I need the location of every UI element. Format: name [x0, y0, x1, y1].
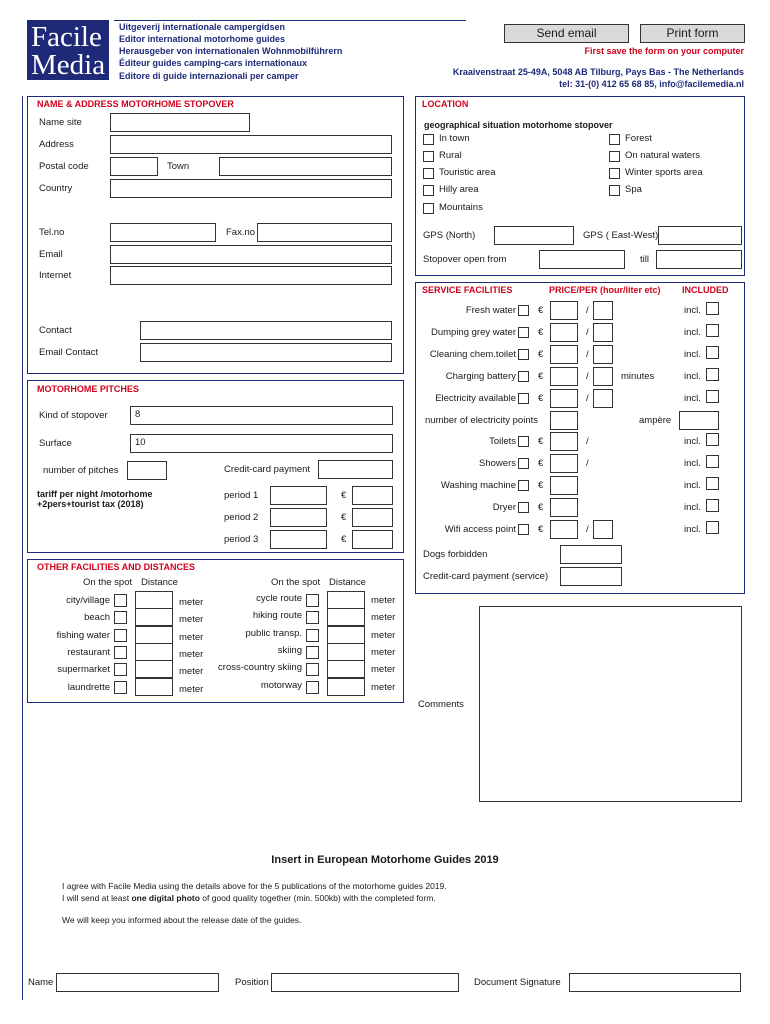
included-checkbox[interactable]	[706, 499, 719, 512]
kind-field[interactable]: 8	[130, 406, 393, 425]
euro-label: €	[341, 534, 347, 545]
footer-title: Insert in European Motorhome Guides 2019	[271, 854, 499, 866]
distance-field[interactable]	[135, 626, 173, 644]
facility-label: city/village	[66, 595, 110, 606]
gps-east-label: GPS ( East-West)	[583, 230, 659, 241]
facility-label: restaurant	[67, 647, 110, 658]
on-spot-checkbox[interactable]	[114, 646, 127, 659]
gps-east-field[interactable]	[658, 226, 742, 245]
electricity-points-field[interactable]	[550, 411, 578, 430]
open-till-label: till	[640, 254, 649, 265]
natural-waters-label: On natural waters	[625, 150, 700, 161]
meter-label: meter	[179, 684, 204, 695]
included-checkbox[interactable]	[706, 455, 719, 468]
surface-field[interactable]: 10	[130, 434, 393, 453]
meter-label: meter	[371, 664, 396, 675]
ampere-label: ampère	[639, 415, 672, 426]
distance-header: Distance	[141, 577, 178, 588]
on-spot-checkbox[interactable]	[306, 611, 319, 624]
euro-label: €	[538, 436, 544, 447]
service-credit-card-label: Credit-card payment (service)	[423, 571, 549, 582]
incl-label: incl.	[684, 524, 701, 535]
meter-label: meter	[179, 649, 204, 660]
electricity-points-label: number of electricity points	[425, 415, 538, 426]
service-price-field[interactable]	[550, 323, 578, 342]
minutes-label: minutes	[621, 371, 655, 382]
distance-field[interactable]	[327, 678, 365, 696]
gps-north-label: GPS (North)	[423, 230, 476, 241]
facility-label: public transp.	[245, 628, 302, 639]
pitches-title: MOTORHOME PITCHES	[37, 384, 139, 394]
service-row-label: Fresh water	[465, 305, 516, 316]
facility-label: hiking route	[252, 610, 302, 621]
name-site-field[interactable]	[110, 113, 250, 132]
service-row-label: Dryer	[492, 502, 516, 513]
service-checkbox[interactable]	[518, 458, 529, 469]
included-header: INCLUDED	[682, 285, 729, 295]
meter-label: meter	[179, 597, 204, 608]
incl-label: incl.	[684, 502, 701, 513]
on-spot-checkbox[interactable]	[306, 681, 319, 694]
dogs-label: Dogs forbidden	[423, 549, 488, 560]
service-row-label: Electricity available	[435, 393, 516, 404]
tariff-label: tariff per night /motorhome	[37, 489, 153, 499]
service-row-label: Toilets	[489, 436, 516, 447]
included-checkbox[interactable]	[706, 346, 719, 359]
email-contact-field[interactable]	[140, 343, 392, 362]
country-field[interactable]	[110, 179, 392, 198]
slash-label: /	[586, 371, 589, 382]
price-header: PRICE/PER (hour/liter etc)	[549, 285, 661, 295]
print-form-button[interactable]: Print form	[640, 24, 745, 43]
address-field[interactable]	[110, 135, 392, 154]
period-2-label: period 2	[224, 512, 259, 523]
service-per-field[interactable]	[593, 323, 613, 342]
on-spot-checkbox[interactable]	[114, 663, 127, 676]
service-row-label: Wifi access point	[444, 524, 516, 535]
included-checkbox[interactable]	[706, 433, 719, 446]
send-email-button[interactable]: Send email	[504, 24, 629, 43]
rural-label: Rural	[439, 150, 462, 161]
tel-label: Tel.no	[39, 227, 65, 238]
location-title: LOCATION	[422, 99, 469, 109]
service-price-field[interactable]	[550, 476, 578, 495]
facility-label: cycle route	[256, 593, 302, 604]
facility-label: motorway	[260, 680, 302, 691]
facility-label: laundrette	[67, 682, 110, 693]
save-note: First save the form on your computer	[584, 46, 744, 56]
service-row-label: Cleaning chem.toilet	[429, 349, 516, 360]
service-checkbox[interactable]	[518, 327, 529, 338]
service-row-label: Washing machine	[440, 480, 516, 491]
distance-field[interactable]	[135, 591, 173, 609]
service-checkbox[interactable]	[518, 393, 529, 404]
on-spot-checkbox[interactable]	[306, 646, 319, 659]
hilly-area-checkbox[interactable]	[423, 185, 434, 196]
internet-label: Internet	[39, 270, 72, 281]
incl-label: incl.	[684, 371, 701, 382]
on-spot-checkbox[interactable]	[114, 611, 127, 624]
facility-label: fishing water	[56, 630, 110, 641]
incl-label: incl.	[684, 393, 701, 404]
tel-field[interactable]	[110, 223, 216, 242]
period-3-price-field[interactable]	[352, 530, 393, 549]
incl-label: incl.	[684, 305, 701, 316]
service-price-field[interactable]	[550, 389, 578, 408]
meter-label: meter	[371, 647, 396, 658]
header-line: Éditeur guides camping-cars internationaux	[119, 58, 308, 68]
header-line: Herausgeber von internationalen Wohnmobilführern	[119, 46, 343, 56]
euro-label: €	[538, 524, 544, 535]
contact-field[interactable]	[140, 321, 392, 340]
credit-card-field[interactable]	[318, 460, 393, 479]
name-site-label: Name site	[39, 117, 82, 128]
service-per-field[interactable]	[593, 520, 613, 539]
euro-label: €	[538, 502, 544, 513]
service-per-field[interactable]	[593, 389, 613, 408]
incl-label: incl.	[684, 458, 701, 469]
period-3-label: period 3	[224, 534, 259, 545]
period-1-label: period 1	[224, 490, 259, 501]
euro-label: €	[538, 305, 544, 316]
footer-line-2: I will send at least one digital photo of good quality together (min. 500kb) with the completed form.	[62, 893, 436, 903]
incl-label: incl.	[684, 480, 701, 491]
forest-label: Forest	[625, 133, 652, 144]
slash-label: /	[586, 305, 589, 316]
position-label: Position	[235, 977, 269, 988]
slash-label: /	[586, 436, 589, 447]
service-price-field[interactable]	[550, 498, 578, 517]
town-field[interactable]	[219, 157, 392, 176]
on-spot-checkbox[interactable]	[306, 594, 319, 607]
on-spot-header: On the spot	[271, 577, 321, 588]
distance-field[interactable]	[135, 660, 173, 678]
service-price-field[interactable]	[550, 454, 578, 473]
meter-label: meter	[371, 682, 396, 693]
ampere-field[interactable]	[679, 411, 719, 430]
service-checkbox[interactable]	[518, 524, 529, 535]
fax-label: Fax.no	[226, 227, 256, 238]
service-checkbox[interactable]	[518, 371, 529, 382]
comments-field[interactable]	[479, 606, 742, 802]
service-price-field[interactable]	[550, 367, 578, 386]
mountains-label: Mountains	[439, 202, 483, 213]
surface-label: Surface	[39, 438, 72, 449]
distance-field[interactable]	[327, 591, 365, 609]
included-checkbox[interactable]	[706, 521, 719, 534]
euro-label: €	[341, 490, 347, 501]
name-address-title: NAME & ADDRESS MOTORHOME STOPOVER	[37, 99, 234, 109]
gps-north-field[interactable]	[494, 226, 574, 245]
period-2-price-field[interactable]	[352, 508, 393, 527]
postal-code-field[interactable]	[110, 157, 158, 176]
in-town-checkbox[interactable]	[423, 134, 434, 145]
service-price-field[interactable]	[550, 345, 578, 364]
email-field[interactable]	[110, 245, 392, 264]
footer-line-1: I agree with Facile Media using the details above for the 5 publications of the motorhome guides 2019.	[62, 881, 447, 891]
open-till-field[interactable]	[656, 250, 742, 269]
period-1-price-field[interactable]	[352, 486, 393, 505]
service-credit-card-field[interactable]	[560, 567, 622, 586]
service-checkbox[interactable]	[518, 436, 529, 447]
winter-sports-label: Winter sports area	[625, 167, 703, 178]
touristic-area-checkbox[interactable]	[423, 168, 434, 179]
email-label: Email	[39, 249, 63, 260]
address-label: Address	[39, 139, 74, 150]
euro-label: €	[538, 458, 544, 469]
slash-label: /	[586, 327, 589, 338]
period-3-field[interactable]	[270, 530, 327, 549]
on-spot-checkbox[interactable]	[306, 629, 319, 642]
position-field[interactable]	[271, 973, 459, 992]
service-title: SERVICE FACILITIES	[422, 285, 513, 295]
header-line: Editor international motorhome guides	[119, 34, 286, 44]
pitches-number-label: number of pitches	[43, 465, 119, 476]
mountains-checkbox[interactable]	[423, 203, 434, 214]
hilly-area-label: Hilly area	[439, 184, 479, 195]
on-spot-checkbox[interactable]	[114, 681, 127, 694]
service-per-field[interactable]	[593, 301, 613, 320]
kind-label: Kind of stopover	[39, 410, 108, 421]
header-line: Uitgeverij internationale campergidsen	[119, 22, 286, 32]
on-spot-checkbox[interactable]	[306, 663, 319, 676]
incl-label: incl.	[684, 349, 701, 360]
natural-waters-checkbox[interactable]	[609, 151, 620, 162]
distance-field[interactable]	[327, 660, 365, 678]
meter-label: meter	[179, 614, 204, 625]
slash-label: /	[586, 458, 589, 469]
dogs-field[interactable]	[560, 545, 622, 564]
postal-code-label: Postal code	[39, 161, 89, 172]
service-checkbox[interactable]	[518, 502, 529, 513]
footer-line-3: We will keep you informed about the release date of the guides.	[62, 915, 302, 925]
euro-label: €	[538, 371, 544, 382]
meter-label: meter	[371, 612, 396, 623]
period-2-field[interactable]	[270, 508, 327, 527]
euro-label: €	[341, 512, 347, 523]
meter-label: meter	[179, 666, 204, 677]
distance-field[interactable]	[327, 608, 365, 626]
distance-field[interactable]	[135, 643, 173, 661]
internet-field[interactable]	[110, 266, 392, 285]
facility-label: skiing	[277, 645, 302, 656]
included-checkbox[interactable]	[706, 477, 719, 490]
winter-sports-checkbox[interactable]	[609, 168, 620, 179]
rural-checkbox[interactable]	[423, 151, 434, 162]
spa-checkbox[interactable]	[609, 185, 620, 196]
service-per-field[interactable]	[593, 345, 613, 364]
meter-label: meter	[179, 632, 204, 643]
signer-name-label: Name	[28, 977, 54, 988]
incl-label: incl.	[684, 327, 701, 338]
facility-label: beach	[84, 612, 110, 623]
geo-label: geographical situation motorhome stopover	[424, 120, 613, 130]
on-spot-checkbox[interactable]	[114, 594, 127, 607]
touristic-area-label: Touristic area	[439, 167, 496, 178]
signature-field[interactable]	[569, 973, 741, 992]
meter-label: meter	[371, 630, 396, 641]
service-checkbox[interactable]	[518, 349, 529, 360]
slash-label: /	[586, 349, 589, 360]
contact-label: Contact	[39, 325, 72, 336]
country-label: Country	[39, 183, 73, 194]
period-1-field[interactable]	[270, 486, 327, 505]
facility-label: cross-country skiing	[218, 662, 302, 673]
distance-header: Distance	[329, 577, 366, 588]
on-spot-checkbox[interactable]	[114, 629, 127, 642]
other-title: OTHER FACILITIES AND DISTANCES	[37, 562, 196, 572]
comments-label: Comments	[418, 699, 464, 710]
euro-label: €	[538, 327, 544, 338]
fax-field[interactable]	[257, 223, 392, 242]
slash-label: /	[586, 393, 589, 404]
on-spot-header: On the spot	[83, 577, 133, 588]
service-row-label: Charging battery	[445, 371, 516, 382]
open-from-label: Stopover open from	[423, 254, 507, 265]
service-row-label: Dumping grey water	[430, 327, 516, 338]
distance-field[interactable]	[327, 626, 365, 644]
facility-label: supermarket	[57, 664, 110, 675]
credit-card-label: Credit-card payment	[224, 464, 311, 475]
forest-checkbox[interactable]	[609, 134, 620, 145]
company-contact: tel: 31-(0) 412 65 68 85, info@facilemedia.nl	[559, 79, 744, 89]
service-price-field[interactable]	[550, 432, 578, 451]
meter-label: meter	[371, 595, 396, 606]
included-checkbox[interactable]	[706, 368, 719, 381]
euro-label: €	[538, 480, 544, 491]
service-per-field[interactable]	[593, 367, 613, 386]
euro-label: €	[538, 393, 544, 404]
service-price-field[interactable]	[550, 520, 578, 539]
distance-field[interactable]	[135, 608, 173, 626]
signer-name-field[interactable]	[56, 973, 219, 992]
in-town-label: In town	[439, 133, 470, 144]
euro-label: €	[538, 349, 544, 360]
distance-field[interactable]	[327, 643, 365, 661]
open-from-field[interactable]	[539, 250, 625, 269]
incl-label: incl.	[684, 436, 701, 447]
company-address: Kraaivenstraat 25-49A, 5048 AB Tilburg, Pays Bas - The Netherlands	[452, 67, 744, 77]
included-checkbox[interactable]	[706, 390, 719, 403]
tariff-label-2: +2pers+tourist tax (2018)	[37, 499, 144, 509]
slash-label: /	[586, 524, 589, 535]
service-price-field[interactable]	[550, 301, 578, 320]
town-label: Town	[167, 161, 190, 172]
included-checkbox[interactable]	[706, 302, 719, 315]
email-contact-label: Email Contact	[39, 347, 99, 358]
distance-field[interactable]	[135, 678, 173, 696]
service-row-label: Showers	[479, 458, 516, 469]
service-checkbox[interactable]	[518, 305, 529, 316]
included-checkbox[interactable]	[706, 324, 719, 337]
spa-label: Spa	[625, 184, 642, 195]
service-checkbox[interactable]	[518, 480, 529, 491]
pitches-number-field[interactable]	[127, 461, 167, 480]
facile-media-logo: Facile Media	[27, 20, 109, 80]
signature-label: Document Signature	[474, 977, 561, 988]
header-line: Editore di guide internazionali per camper	[119, 71, 299, 81]
